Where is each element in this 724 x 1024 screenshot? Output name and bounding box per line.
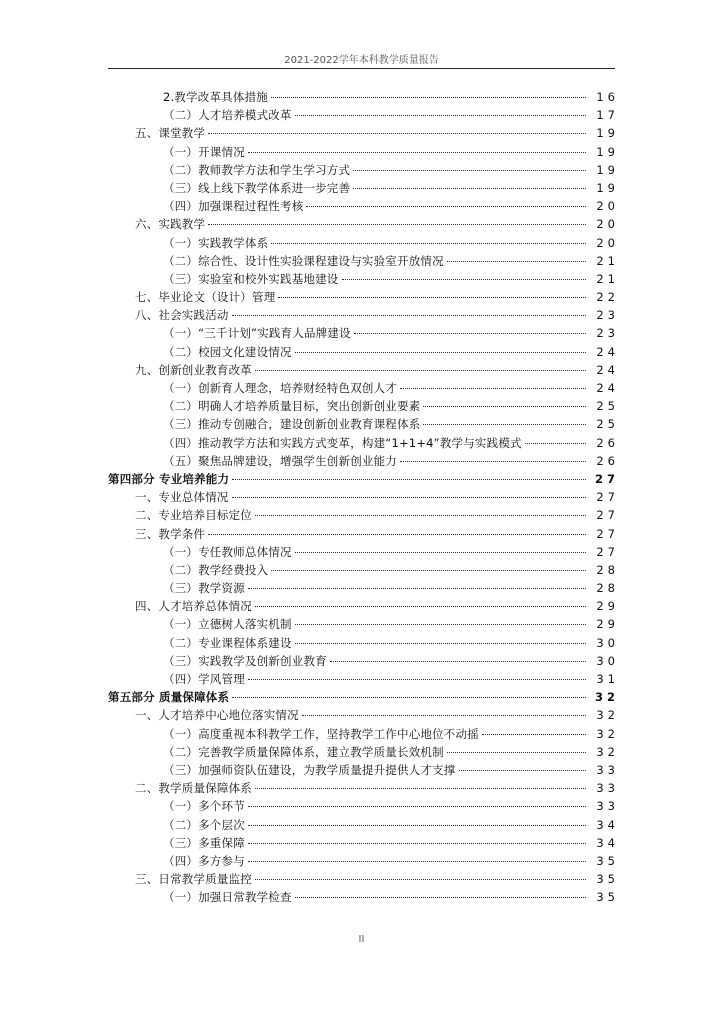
toc-entry-title: （二）综合性、设计性实验课程建设与实验室开放情况	[163, 253, 444, 268]
toc-entry[interactable]	[108, 124, 619, 142]
toc-dot-leader	[271, 97, 586, 98]
toc-entry-title: （三）线上线下教学体系进一步完善	[163, 180, 351, 195]
toc-entry-title: 三、教学条件	[135, 526, 206, 541]
page-number: II	[358, 934, 365, 945]
toc-entry[interactable]	[108, 634, 619, 652]
toc-dot-leader	[353, 188, 586, 189]
toc-entry-page: 23	[596, 308, 619, 323]
toc-entry[interactable]	[108, 361, 619, 379]
toc-dot-leader	[295, 352, 586, 353]
toc-entry-page: 27	[596, 508, 619, 523]
toc-entry[interactable]	[108, 270, 619, 288]
toc-entry-title: 二、专业培养目标定位	[135, 508, 252, 523]
toc-entry-page: 32	[596, 744, 619, 759]
toc-entry-title: 一、人才培养中心地位落实情况	[135, 708, 299, 723]
toc-dot-leader	[447, 752, 586, 753]
toc-entry-page: 27	[596, 544, 619, 559]
toc-entry[interactable]	[108, 797, 619, 815]
toc-entry-title: （二）完善教学质量保障体系，建立教学质量长效机制	[163, 744, 444, 759]
toc-dot-leader	[423, 424, 586, 425]
toc-dot-leader	[208, 133, 586, 134]
toc-dot-leader	[232, 479, 586, 480]
toc-entry-page: 34	[596, 835, 619, 850]
toc-entry[interactable]	[108, 688, 619, 706]
toc-entry[interactable]	[108, 706, 619, 724]
toc-entry[interactable]	[108, 197, 619, 215]
toc-entry-page: 19	[596, 126, 619, 141]
toc-dot-leader	[248, 806, 586, 807]
toc-entry-title: （二）明确人才培养质量目标，突出创新创业要素	[163, 399, 421, 414]
toc-entry-page: 27	[596, 490, 619, 505]
toc-entry-page: 19	[596, 162, 619, 177]
toc-dot-leader	[208, 224, 586, 225]
toc-dot-leader	[232, 497, 586, 498]
toc-entry[interactable]	[108, 597, 619, 615]
toc-entry[interactable]	[108, 543, 619, 561]
toc-entry-page: 25	[596, 417, 619, 432]
toc-dot-leader	[248, 679, 586, 680]
toc-entry[interactable]	[108, 343, 619, 361]
toc-dot-leader	[255, 879, 586, 880]
toc-dot-leader	[232, 697, 586, 698]
toc-dot-leader	[306, 206, 586, 207]
toc-entry[interactable]	[108, 652, 619, 670]
toc-entry-page: 21	[596, 271, 619, 286]
toc-dot-leader	[525, 443, 586, 444]
toc-entry[interactable]	[108, 779, 619, 797]
toc-entry-page: 32	[596, 708, 619, 723]
toc-entry[interactable]	[108, 579, 619, 597]
toc-dot-leader	[459, 770, 587, 771]
toc-dot-leader	[255, 788, 586, 789]
toc-entry[interactable]	[108, 725, 619, 743]
page-header: 2021-2022学年本科教学质量报告	[284, 55, 439, 66]
toc-entry-page: 27	[596, 526, 619, 541]
header-divider	[108, 68, 615, 69]
toc-entry-page: 33	[596, 799, 619, 814]
toc-entry-page: 21	[596, 253, 619, 268]
toc-entry-page: 30	[596, 653, 619, 668]
toc-entry[interactable]	[108, 670, 619, 688]
toc-entry[interactable]	[108, 888, 619, 906]
toc-entry-title: （一）专任教师总体情况	[163, 544, 292, 559]
toc-entry[interactable]	[108, 434, 619, 452]
toc-entry-page: 19	[596, 180, 619, 195]
toc-entry-page: 27	[594, 471, 619, 486]
toc-entry-title: （二）人才培养模式改革	[163, 108, 292, 123]
toc-entry[interactable]	[108, 870, 619, 888]
toc-entry[interactable]	[108, 761, 619, 779]
toc-entry[interactable]	[108, 161, 619, 179]
toc-dot-leader	[295, 115, 586, 116]
toc-entry[interactable]	[108, 525, 619, 543]
toc-entry-title: 一、专业总体情况	[135, 490, 229, 505]
toc-entry-page: 22	[596, 290, 619, 305]
toc-dot-leader	[330, 661, 586, 662]
toc-entry-title: 2.教学改革具体措施	[163, 90, 268, 104]
toc-entry-page: 35	[596, 853, 619, 868]
toc-entry-title: （一）“三千计划”实践育人品牌建设	[163, 326, 351, 341]
toc-entry[interactable]	[108, 179, 619, 197]
toc-entry-title: 六、实践教学	[135, 217, 206, 232]
toc-entry-page: 28	[596, 562, 619, 577]
toc-entry[interactable]	[108, 88, 619, 106]
toc-dot-leader	[447, 261, 586, 262]
toc-entry-page: 29	[596, 599, 619, 614]
toc-dot-leader	[255, 370, 586, 371]
toc-dot-leader	[208, 534, 586, 535]
toc-entry-title: 四、人才培养总体情况	[135, 599, 252, 614]
toc-dot-leader	[271, 243, 586, 244]
toc-entry-page: 17	[596, 108, 619, 123]
toc-dot-leader	[423, 406, 586, 407]
toc-dot-leader	[248, 152, 586, 153]
toc-entry[interactable]	[108, 488, 619, 506]
toc-entry[interactable]	[108, 306, 619, 324]
toc-entry-page: 19	[596, 144, 619, 159]
toc-entry-title: 三、日常教学质量监控	[135, 872, 252, 887]
toc-dot-leader	[248, 861, 586, 862]
toc-entry-title: （三）推动专创融合，建设创新创业教育课程体系	[163, 417, 421, 432]
toc-entry-page: 32	[596, 726, 619, 741]
toc-entry[interactable]	[108, 816, 619, 834]
toc-entry-title: （一）开课情况	[163, 144, 245, 159]
toc-entry-title: 八、社会实践活动	[135, 308, 229, 323]
toc-entry[interactable]	[108, 215, 619, 233]
toc-dot-leader	[271, 570, 586, 571]
toc-entry-title: （二）教学经费投入	[163, 562, 269, 577]
toc-entry-title: （五）聚焦品牌建设，增强学生创新创业能力	[163, 453, 397, 468]
toc-entry[interactable]	[108, 452, 619, 470]
toc-entry-page: 32	[594, 690, 619, 705]
toc-dot-leader	[295, 552, 586, 553]
toc-entry[interactable]	[108, 415, 619, 433]
toc-entry-title: （一）立德树人落实机制	[163, 617, 292, 632]
toc-entry-page: 26	[596, 453, 619, 468]
toc-entry-title: （四）多方参与	[163, 853, 245, 868]
toc-entry[interactable]	[108, 470, 619, 488]
toc-entry-title: （二）多个层次	[163, 817, 245, 832]
toc-entry-page: 26	[596, 435, 619, 450]
toc-dot-leader	[354, 333, 586, 334]
toc-entry[interactable]	[108, 743, 619, 761]
toc-entry-page: 16	[596, 90, 619, 104]
toc-entry[interactable]	[108, 234, 619, 252]
toc-entry-title: 九、创新创业教育改革	[135, 362, 252, 377]
toc-entry-title: （一）实践教学体系	[163, 235, 269, 250]
toc-dot-leader	[302, 715, 586, 716]
toc-entry-title: （一）高度重视本科教学工作，坚持教学工作中心地位不动摇	[163, 726, 479, 741]
toc-dot-leader	[255, 515, 586, 516]
toc-dot-leader	[295, 643, 586, 644]
toc-entry-page: 35	[596, 872, 619, 887]
toc-dot-leader	[482, 734, 586, 735]
toc-entry[interactable]	[108, 252, 619, 270]
toc-entry-title: （一）多个环节	[163, 799, 245, 814]
toc-entry[interactable]	[108, 615, 619, 633]
toc-entry[interactable]	[108, 852, 619, 870]
toc-dot-leader	[255, 606, 586, 607]
toc-entry-title: （三）加强师资队伍建设，为教学质量提升提供人才支撑	[163, 762, 456, 777]
toc-entry[interactable]	[108, 143, 619, 161]
toc-entry-page: 34	[596, 817, 619, 832]
toc-entry-page: 33	[596, 762, 619, 777]
toc-entry-page: 20	[596, 217, 619, 232]
toc-entry-page: 28	[596, 581, 619, 596]
toc-entry-title: （三）多重保障	[163, 835, 245, 850]
toc-entry-page: 24	[596, 362, 619, 377]
toc-dot-leader	[342, 279, 587, 280]
toc-entry-page: 29	[596, 617, 619, 632]
toc-entry-page: 33	[596, 781, 619, 796]
toc-entry-title: （二）校园文化建设情况	[163, 344, 292, 359]
toc-entry-page: 31	[596, 672, 619, 686]
toc-entry-title: 七、毕业论文（设计）管理	[135, 290, 276, 305]
toc-entry-title: （三）教学资源	[163, 581, 245, 596]
toc-entry-title: 五、课堂教学	[135, 126, 206, 141]
toc-entry-page: 23	[596, 326, 619, 341]
toc-entry-title: （一）加强日常教学检查	[163, 890, 292, 905]
table-of-contents	[108, 88, 619, 906]
toc-entry-page: 20	[596, 199, 619, 214]
toc-entry-page: 20	[596, 235, 619, 250]
toc-entry-page: 30	[596, 635, 619, 650]
toc-entry-title: （三）实践教学及创新创业教育	[163, 653, 327, 668]
toc-dot-leader	[248, 588, 586, 589]
toc-entry-page: 25	[596, 399, 619, 414]
toc-dot-leader	[295, 897, 586, 898]
toc-dot-leader	[353, 170, 586, 171]
toc-entry-title: （三）实验室和校外实践基地建设	[163, 271, 339, 286]
toc-dot-leader	[400, 461, 586, 462]
toc-entry-title: 第五部分 质量保障体系	[108, 690, 230, 705]
toc-dot-leader	[248, 825, 586, 826]
toc-entry-page: 35	[596, 890, 619, 905]
toc-entry-page: 24	[596, 381, 619, 395]
toc-dot-leader	[248, 843, 586, 844]
toc-entry[interactable]	[108, 834, 619, 852]
toc-entry-title: 二、教学质量保障体系	[135, 781, 252, 796]
toc-entry[interactable]	[108, 397, 619, 415]
toc-entry[interactable]	[108, 561, 619, 579]
toc-entry-title: （二）教师教学方法和学生学习方式	[163, 162, 351, 177]
toc-entry-title: 第四部分 专业培养能力	[108, 471, 230, 486]
toc-entry[interactable]	[108, 106, 619, 124]
toc-dot-leader	[232, 315, 586, 316]
toc-dot-leader	[278, 297, 586, 298]
toc-entry-title: （四）加强课程过程性考核	[163, 199, 304, 214]
toc-entry-title: （四）学风管理	[163, 672, 245, 686]
toc-entry-page: 24	[596, 344, 619, 359]
toc-entry-title: （二）专业课程体系建设	[163, 635, 292, 650]
toc-entry-title: （一）创新育人理念，培养财经特色双创人才	[163, 381, 397, 395]
toc-entry[interactable]	[108, 324, 619, 342]
toc-entry[interactable]	[108, 506, 619, 524]
toc-entry-title: （四）推动教学方法和实践方式变革，构建“1+1+4”教学与实践模式	[163, 435, 522, 450]
toc-dot-leader	[400, 388, 586, 389]
toc-entry[interactable]	[108, 288, 619, 306]
toc-dot-leader	[295, 624, 586, 625]
toc-entry[interactable]	[108, 379, 619, 397]
